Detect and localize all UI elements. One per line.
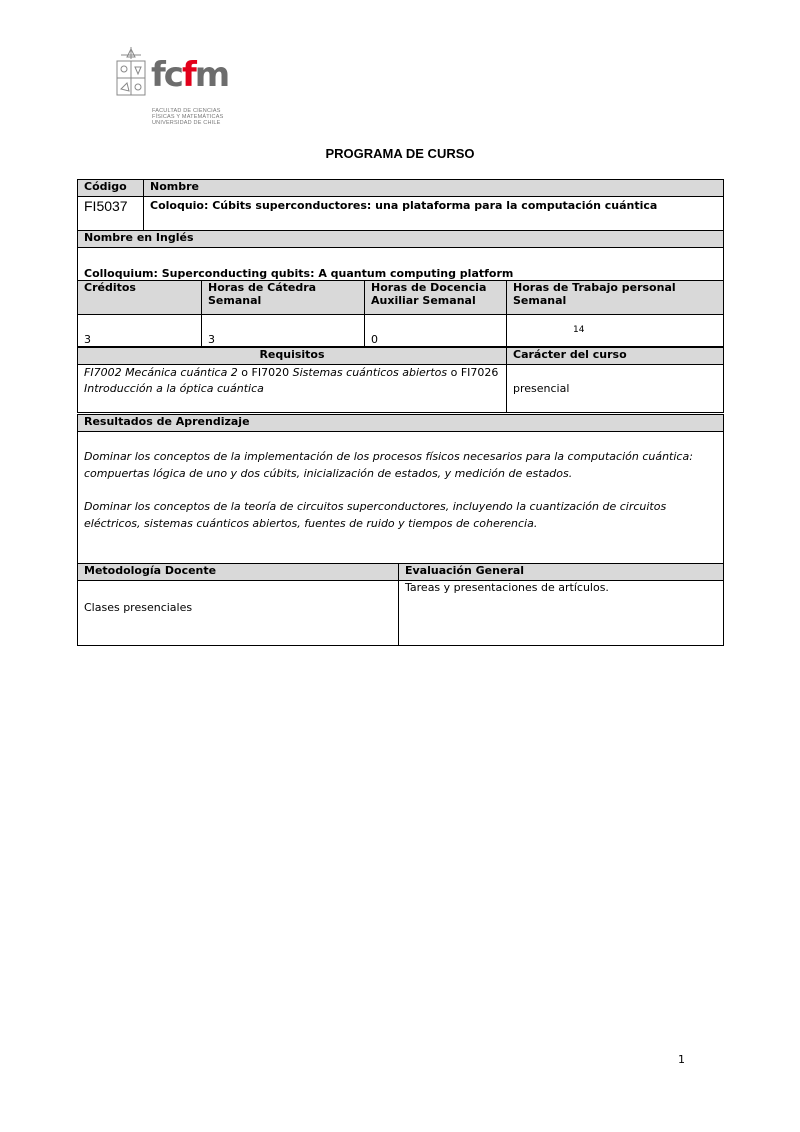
course-info-table xyxy=(77,179,724,281)
req-code-1: FI7002 xyxy=(84,366,126,379)
logo-line-1: FACULTAD DE CIENCIAS xyxy=(152,108,221,114)
personal-hours-value: 14 xyxy=(507,315,724,347)
hours-table xyxy=(77,280,724,347)
logo-line-2: FÍSICAS Y MATEMÁTICAS xyxy=(152,114,224,120)
evaluation-value: Tareas y presentaciones de artículos. xyxy=(399,581,724,646)
aux-hours-value: 0 xyxy=(365,315,507,347)
credits-header: Créditos xyxy=(78,281,202,315)
learning-table xyxy=(77,414,724,564)
code-label: Código xyxy=(78,180,144,197)
evaluation-label: Evaluación General xyxy=(399,564,724,581)
lecture-hours-value: 3 xyxy=(202,315,365,347)
name-label: Nombre xyxy=(144,180,724,197)
english-name-label: Nombre en Inglés xyxy=(78,231,724,248)
req-name-3: Introducción a la óptica cuántica xyxy=(84,382,264,395)
req-name-1: Mecánica cuántica 2 xyxy=(125,366,238,379)
logo-line-3: UNIVERSIDAD DE CHILE xyxy=(152,120,221,126)
requirements-table xyxy=(77,347,724,413)
learning-item: Dominar los conceptos de la teoría de circuitos superconductores, incluyendo la cuantización de circuitos eléctricos, sistemas cuánticos abiertos, fuentes de ruido y tiempos de coherencia. xyxy=(84,500,667,530)
learning-label: Resultados de Aprendizaje xyxy=(78,415,724,432)
req-name-2: Sistemas cuánticos abiertos xyxy=(292,366,448,379)
logo-caption xyxy=(152,108,223,126)
course-code: FI5037 xyxy=(78,197,144,231)
learning-item: Dominar los conceptos de la implementación de los procesos físicos necesarios para la computación cuántica: compuertas lógica de uno y dos cúbits, inicialización de estados, y medición de estados. xyxy=(84,450,693,480)
requirements-label: Requisitos xyxy=(78,348,507,365)
credits-value: 3 xyxy=(78,315,202,347)
requirements-text xyxy=(78,365,507,413)
learning-body xyxy=(78,432,724,564)
aux-hours-header: Horas de Docencia Auxiliar Semanal xyxy=(365,281,507,315)
character-label: Carácter del curso xyxy=(507,348,724,365)
page-number: 1 xyxy=(678,1053,685,1066)
req-code-3: FI7026 xyxy=(460,366,499,379)
course-name: Coloquio: Cúbits superconductores: una plataforma para la computación cuántica xyxy=(144,197,724,231)
req-code-2: FI7020 xyxy=(251,366,293,379)
lecture-hours-header: Horas de Cátedra Semanal xyxy=(202,281,365,315)
method-table xyxy=(77,563,724,646)
document-title: PROGRAMA DE CURSO xyxy=(325,146,475,161)
personal-hours-header: Horas de Trabajo personal Semanal xyxy=(507,281,724,315)
method-label: Metodología Docente xyxy=(78,564,399,581)
req-or-1: o xyxy=(237,366,252,379)
req-or-2: o xyxy=(447,366,461,379)
english-name: Colloquium: Superconducting qubits: A quantum computing platform xyxy=(78,248,724,281)
logo-wordmark: fcfm xyxy=(151,55,229,95)
method-value: Clases presenciales xyxy=(78,581,399,646)
character-value: presencial xyxy=(507,365,724,413)
